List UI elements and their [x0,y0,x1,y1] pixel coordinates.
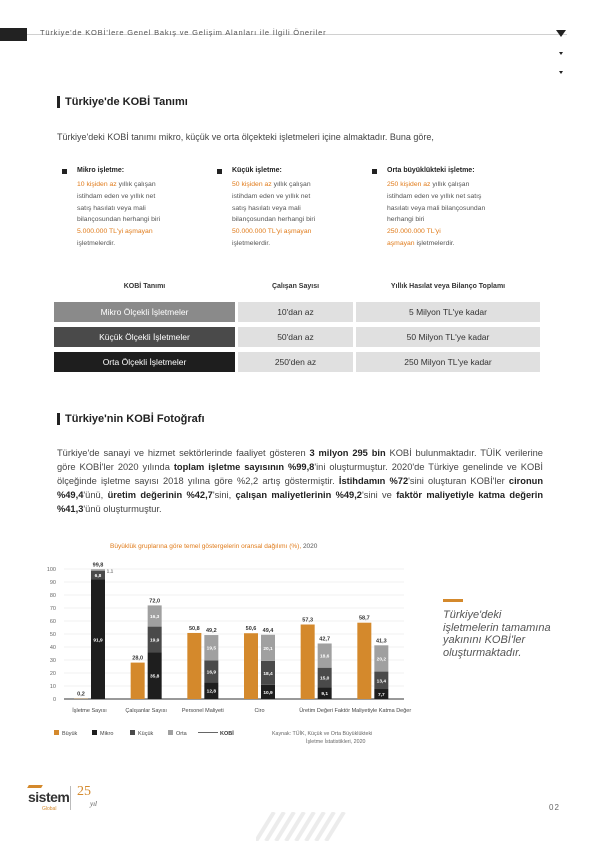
data-label-buyuk: 28,0 [132,655,144,662]
legend-swatch [130,730,135,735]
definition-fragment: 5.000.000 TL'yi aşmayan [77,228,153,236]
data-label-buyuk: 50,8 [188,625,200,632]
data-label-mikro: 9,1 [321,692,329,698]
paragraph-fragment: 'sini oluşturan KOBİ'ler [408,476,509,486]
data-label-buyuk: 58,7 [358,615,370,622]
definition-text [387,179,527,250]
legend-swatch [92,730,97,735]
footer-stripe-pattern [256,812,346,841]
data-label-mikro: 91,9 [93,638,103,644]
paragraph-fragment: İstihdamın %72 [338,476,409,486]
bullet-icon [62,169,67,174]
definition-title: Mikro işletme: [77,167,125,174]
definition-text [232,179,372,250]
side-quote: Türkiye'deki işletmelerin tamamına yakınını KOBİ'ler oluşturmaktadır. [443,609,551,659]
legend-swatch [54,730,59,735]
employee-count-cell: 10'dan az [238,302,353,322]
table-row-label: Mikro Ölçekli İşletmeler [54,302,235,322]
logo-check-icon [27,785,43,788]
section-paragraph [57,446,543,516]
table-row [54,327,540,347]
legend-label: Orta [176,731,187,737]
paragraph-fragment: 'ünü, [83,490,108,500]
table-row [54,302,540,322]
section-intro: Türkiye'deki KOBİ tanımı mikro, küçük ve orta ölçekteki işletmeleri içine almaktadır. Buna göre, [57,132,434,142]
paragraph-fragment: 'sini ve [361,490,397,500]
y-tick-label: 10 [49,684,56,690]
data-label-mikro: 10,9 [263,690,273,696]
data-label-kucuk: 18,4 [263,671,273,677]
y-tick-label: 70 [49,606,56,612]
bar-chart [30,556,420,756]
table-header: KOBİ Tanımı [123,283,166,290]
data-label-mikro: 7,7 [377,692,385,698]
paragraph-fragment: 3 milyon 295 bin [309,448,386,458]
y-tick-label: 20 [49,671,56,677]
data-label-buyuk: 57,3 [302,617,314,624]
section-marker [57,413,60,425]
definition-fragment: 250 kişiden az [387,181,431,188]
data-label-buyuk: 50,6 [245,626,257,633]
y-tick-label: 80 [49,593,56,599]
header-accent-bar [0,28,27,41]
bar-buyuk [301,625,315,699]
definition-text [77,179,217,250]
section-title-kobi-fotografi: Türkiye'nin KOBİ Fotoğrafı [65,413,205,425]
definition-fragment: satış hasılatı veya mali [77,204,146,212]
paragraph-fragment: cironun %49,4 [57,476,544,500]
definition-fragment: yıllık çalışan [271,181,311,188]
quote-accent-bar [443,599,463,602]
section-marker [57,96,60,108]
data-label-orta: 16,3 [149,614,160,620]
legend-label: Mikro [100,731,114,737]
definition-fragment: 10 kişiden az [77,181,117,188]
y-tick-label: 0 [52,697,56,703]
data-label-total: 99,8 [92,562,104,569]
data-label-kucuk: 13,4 [376,679,387,685]
triangle-down-icon [559,52,563,55]
data-label-buyuk: 0,2 [77,691,85,698]
definition-fragment: istihdam eden ve yıllık net satış [387,192,482,200]
paragraph-fragment: Türkiye'de sanayi ve hizmet sektörlerinde faaliyet gösteren [57,448,310,458]
y-tick-label: 90 [49,580,56,586]
logo-subtitle: Global [42,806,57,812]
definition-fragment: satış hasılatı veya mali [232,204,301,212]
data-label-orta: 20,1 [263,646,273,652]
x-category-label: Çalışanlar Sayısı [125,708,167,714]
definition-fragment: işletmelerdir. [414,239,455,247]
paragraph-fragment: üretim değerinin %42,7 [107,490,213,500]
data-label-total: 49,2 [205,628,217,635]
table-header: Yıllık Hasılat veya Bilanço Toplamı [390,283,506,290]
paragraph-fragment: 'ünü oluşturmuştur. [83,504,162,514]
data-label-orta: 1,1 [106,569,114,575]
data-label-kucuk: 16,9 [206,670,217,676]
chart-title-text: Büyüklük gruplarına göre temel göstergelerin oransal dağılımı (%), [110,543,302,550]
legend-label: Küçük [138,731,154,737]
paragraph-fragment: çalışan maliyetlerinin %49,2 [235,490,362,500]
data-label-kucuk: 19,9 [149,638,160,644]
table-row [54,352,540,372]
definition-fragment: işletmelerdir. [77,239,116,247]
data-label-kucuk: 15,0 [319,676,330,682]
running-header: Türkiye'de KOBİ'lere Genel Bakış ve Gelişim Alanları ile İlgili Öneriler [40,28,327,37]
bullet-icon [372,169,377,174]
table-row-label: Küçük Ölçekli İşletmeler [54,327,235,347]
revenue-cell: 250 Milyon TL'ye kadar [356,352,540,372]
x-category-label: Personel Maliyeti [181,708,224,714]
source-note [272,730,372,746]
source-line-2: İşletme İstatistikleri, 2020 [306,739,366,745]
revenue-cell: 5 Milyon TL'ye kadar [356,302,540,322]
paragraph-fragment: 'ini oluşturmuştur. 2020'de Türkiye genelinde ve KOBİ ölçeğinde işletme sayısı 2018 yılına göre %2,2 artış göstermiştir. [57,462,543,486]
paragraph-fragment: toplam işletme sayısının %99,8 [173,462,315,472]
chart-title [110,543,317,550]
definition-fragment: istihdam eden ve yıllık net [232,192,311,200]
employee-count-cell: 250'den az [238,352,353,372]
paragraph-fragment: faktör maliyetiyle katma değerin %41,3 [57,490,543,514]
bar-orta [91,569,105,570]
anniversary-number: 25 [77,784,91,799]
definition-fragment: herhangi biri [387,216,425,224]
x-category-label: Ciro [254,708,265,714]
data-label-orta: 19,5 [206,646,217,652]
employee-count-cell: 50'dan az [238,327,353,347]
legend-kobi-label: KOBİ [220,731,234,737]
bar-buyuk [187,633,201,699]
definition-fragment: 250.000.000 TL'yi [387,228,441,236]
definition-fragment: işletmelerdir. [232,239,271,247]
data-label-total: 41,3 [375,638,387,645]
definition-fragment: hasılatı veya mali bilançosundan [387,204,486,212]
data-label-total: 49,4 [262,627,274,634]
y-tick-label: 50 [49,632,56,638]
definition-title: Orta büyüklükteki işletme: [387,167,475,174]
definition-fragment: bilançosundan herhangi biri [77,216,161,224]
data-label-mikro: 12,8 [206,689,217,695]
revenue-cell: 50 Milyon TL'ye kadar [356,327,540,347]
definition-fragment: yıllık çalışan [430,181,470,188]
section-title-kobi-tanimi: Türkiye'de KOBİ Tanımı [65,96,188,108]
x-category-label: Faktör Maliyetiyle Katma Değer [334,708,412,714]
data-label-orta: 20,2 [376,657,387,663]
triangle-down-icon [556,30,566,37]
legend-swatch [168,730,173,735]
bar-buyuk [244,633,258,699]
source-line-1: Kaynak: TÜİK, Küçük ve Orta Büyüklükteki [272,731,373,737]
definition-fragment: yıllık çalışan [116,181,156,188]
logo-wordmark: sistem [28,789,70,805]
definition-fragment: 50.000.000 TL'yi aşmayan [232,228,312,236]
triangle-down-icon [559,71,563,74]
data-label-kucuk: 6,8 [94,574,102,580]
data-label-total: 72,0 [149,598,161,605]
x-category-label: İşletme Sayısı [72,708,107,714]
paragraph-fragment: 'sini, [212,490,236,500]
bar-buyuk [357,623,371,699]
chart-title-year: 2020 [302,543,318,550]
paragraph-fragment: KOBİ bulunmaktadır. TÜİK verilerine göre KOBİ'ler 2020 yılında [57,448,543,472]
y-tick-label: 60 [49,619,56,625]
data-label-orta: 18,6 [319,654,330,660]
y-tick-label: 30 [49,658,56,664]
definition-fragment: bilançosundan herhangi biri [232,216,316,224]
table-header: Çalışan Sayısı [271,283,320,290]
data-label-total: 42,7 [319,636,331,643]
logo-divider [70,786,71,810]
anniversary-text: yıl [90,800,97,808]
definition-title: Küçük işletme: [232,167,282,174]
data-label-mikro: 35,8 [149,674,160,680]
y-tick-label: 40 [49,645,56,651]
y-tick-label: 100 [46,567,56,573]
x-category-label: Üretim Değeri [299,708,334,714]
legend-label: Büyük [62,731,78,737]
definition-fragment: istihdam eden ve yıllık net [77,192,156,200]
definition-fragment: 50 kişiden az [232,181,272,188]
page-number: 02 [549,803,560,812]
bullet-icon [217,169,222,174]
table-row-label: Orta Ölçekli İşletmeler [54,352,235,372]
bar-buyuk [131,663,145,699]
definition-fragment: aşmayan [387,239,415,247]
